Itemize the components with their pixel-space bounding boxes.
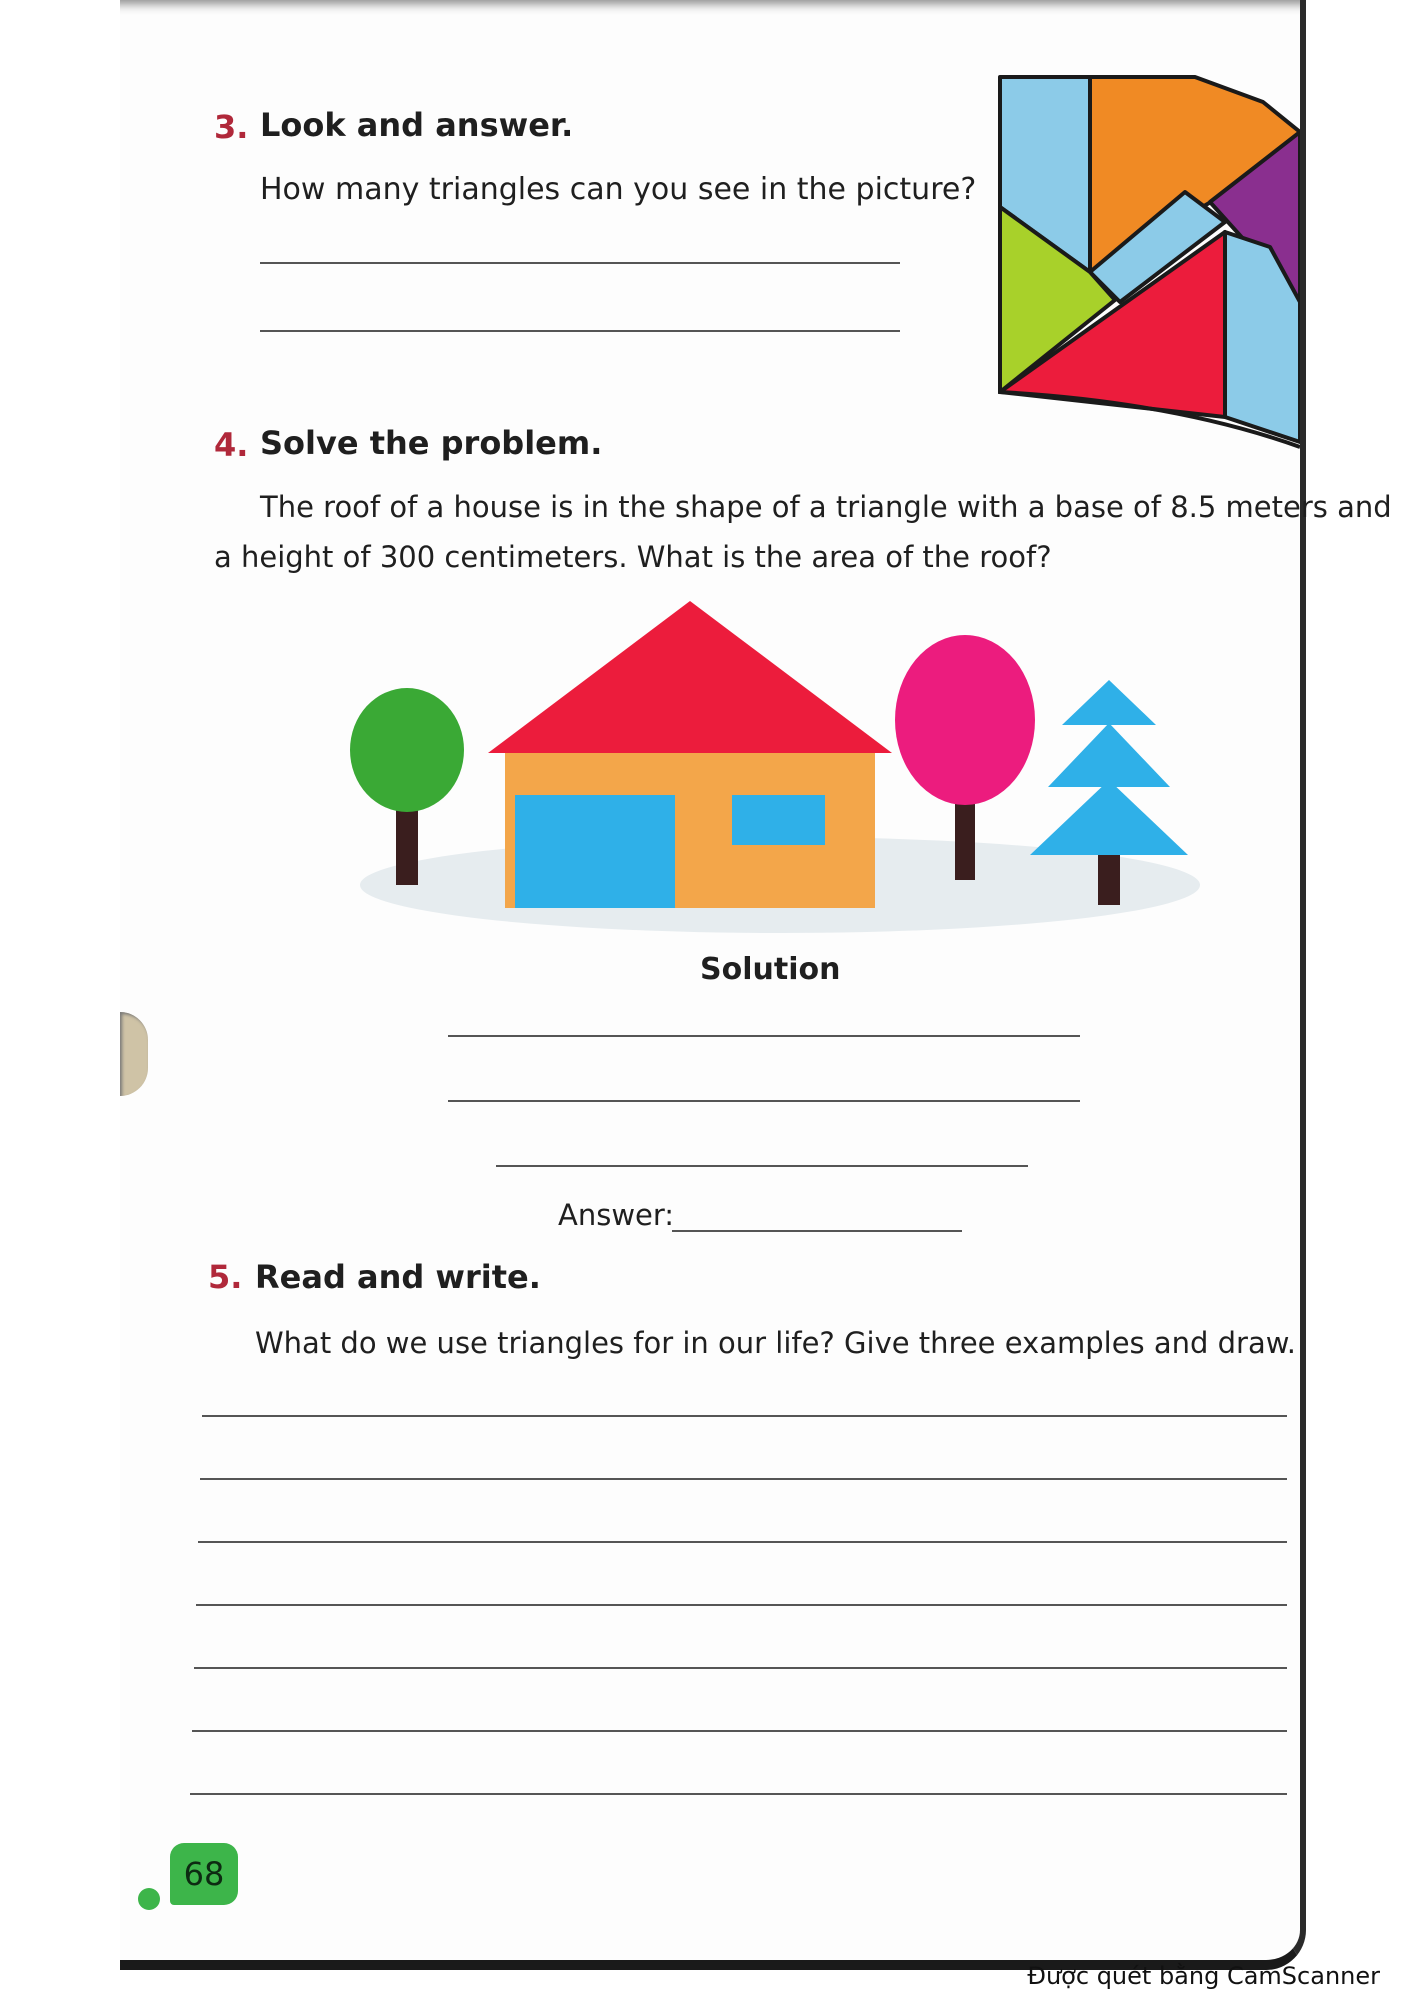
answer-line-q3-2[interactable] [260, 330, 900, 332]
pine-triangle-bottom [1030, 780, 1188, 855]
question-4-number: 4. [214, 426, 249, 464]
solution-line-3[interactable] [496, 1165, 1028, 1167]
page-number-dot [138, 1888, 160, 1910]
answer-label: Answer: [558, 1198, 675, 1232]
question-4-title: Solve the problem. [260, 424, 603, 462]
writing-line-4[interactable] [196, 1604, 1287, 1606]
pine-triangle-top [1062, 680, 1156, 725]
solution-line-2[interactable] [448, 1100, 1080, 1102]
pine-trunk [1098, 850, 1120, 905]
triangle-puzzle-picture [995, 72, 1300, 452]
scanner-watermark: Được quét bằng CamScanner [1027, 1962, 1380, 1990]
writing-line-7[interactable] [190, 1793, 1287, 1795]
question-3-title: Look and answer. [260, 106, 574, 144]
question-4-text-line-1: The roof of a house is in the shape of a triangle with a base of 8.5 meters and [260, 490, 1392, 524]
house-window [732, 795, 825, 845]
question-5-text: What do we use triangles for in our life? Give three examples and draw. [255, 1326, 1297, 1360]
solution-line-1[interactable] [448, 1035, 1080, 1037]
writing-line-1[interactable] [202, 1415, 1287, 1417]
house-roof-triangle [488, 601, 892, 753]
writing-line-5[interactable] [194, 1667, 1287, 1669]
question-5-number: 5. [208, 1258, 243, 1296]
writing-line-3[interactable] [198, 1541, 1287, 1543]
answer-line-q3-1[interactable] [260, 262, 900, 264]
question-3-text: How many triangles can you see in the picture? [260, 172, 977, 207]
solution-heading: Solution [700, 952, 841, 987]
writing-line-6[interactable] [192, 1730, 1287, 1732]
tree-crown-pink [895, 635, 1035, 805]
question-4-text-line-2: a height of 300 centimeters. What is the area of the roof? [214, 540, 1052, 574]
house-scene-illustration [340, 595, 1200, 940]
tree-crown-green [350, 688, 464, 812]
writing-line-2[interactable] [200, 1478, 1287, 1480]
page-number-badge: 68 [170, 1843, 238, 1905]
question-3-number: 3. [214, 108, 249, 146]
answer-line[interactable] [672, 1230, 962, 1232]
pine-triangle-middle [1048, 723, 1170, 787]
house-door [515, 795, 675, 908]
question-5-title: Read and write. [255, 1258, 541, 1296]
